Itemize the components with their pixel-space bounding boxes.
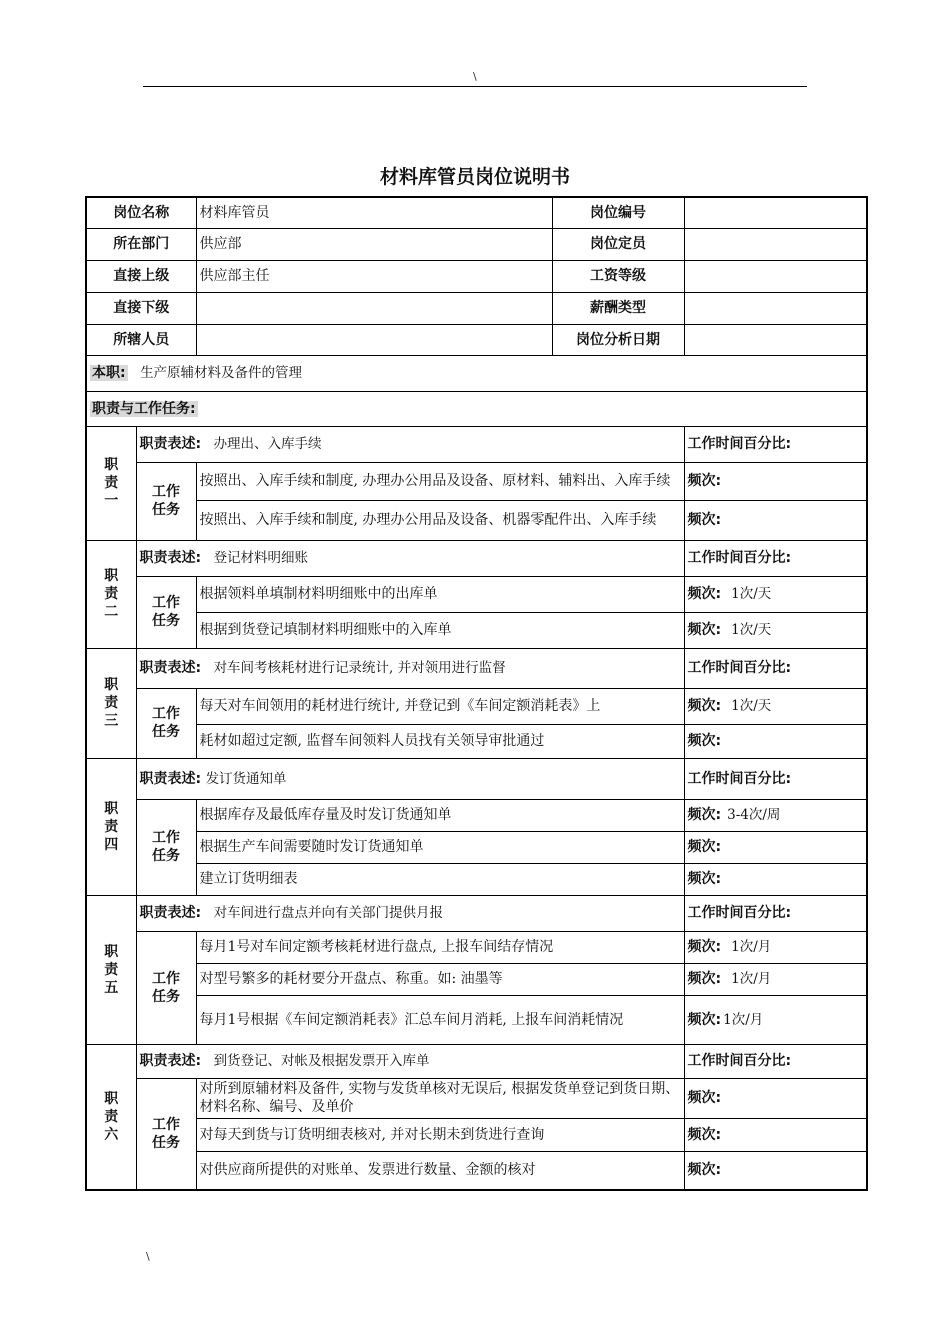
task-text: 每月1号对车间定额考核耗材进行盘点, 上报车间结存情况 [196, 931, 684, 963]
task-text: 按照出、入库手续和制度, 办理办公用品及设备、原材料、辅料出、入库手续 [196, 462, 684, 500]
task-row [86, 799, 867, 831]
info-row [86, 292, 867, 324]
info-row [86, 324, 867, 355]
freq-cell: 频次: [684, 500, 867, 540]
freq-cell: 频次: 3-4次/周 [684, 799, 867, 831]
task-text: 建立订货明细表 [196, 863, 684, 895]
statement-label: 职责表述: [139, 436, 202, 452]
work-task-label: 工作 任务 [136, 688, 196, 758]
info-label: 岗位编号 [552, 197, 684, 228]
duties-header-cell [86, 391, 867, 426]
task-row [86, 462, 867, 500]
task-text: 对供应商所提供的对账单、发票进行数量、金额的核对 [196, 1151, 684, 1190]
info-label: 薪酬类型 [552, 292, 684, 324]
header-rule [143, 86, 807, 87]
task-text: 按照出、入库手续和制度, 办理办公用品及设备、机器零配件出、入库手续 [196, 500, 684, 540]
document-title: 材料库管员岗位说明书 [379, 166, 570, 188]
main-duty-text: 生产原辅材料及备件的管理 [140, 365, 303, 381]
duty-name: 职 责 四 [86, 758, 136, 895]
freq-cell: 频次: 1次/月 [684, 995, 867, 1044]
main-duty-label: 本职: [92, 365, 126, 381]
task-row [86, 863, 867, 895]
task-text: 对型号繁多的耗材要分开盘点、称重。如: 油墨等 [196, 963, 684, 995]
task-text: 根据到货登记填制材料明细账中的入库单 [196, 612, 684, 648]
task-row [86, 500, 867, 540]
info-value: 供应部主任 [196, 260, 552, 292]
task-text: 每月1号根据《车间定额消耗表》汇总车间月消耗, 上报车间消耗情况 [196, 995, 684, 1044]
statement-text: 对车间进行盘点并向有关部门提供月报 [213, 905, 444, 921]
freq-cell: 频次: [684, 724, 867, 758]
task-text: 每天对车间领用的耗材进行统计, 并登记到《车间定额消耗表》上 [196, 688, 684, 724]
freq-cell: 频次: [684, 1078, 867, 1118]
freq-cell: 频次: [684, 1118, 867, 1151]
duty-statement [136, 426, 684, 462]
info-row [86, 197, 867, 228]
info-value: 供应部 [196, 228, 552, 260]
info-value [684, 292, 867, 324]
freq-cell: 频次: [684, 863, 867, 895]
info-label: 岗位分析日期 [552, 324, 684, 355]
task-row [86, 724, 867, 758]
freq-cell: 频次: 1次/天 [684, 612, 867, 648]
info-label: 所在部门 [86, 228, 196, 260]
statement-label: 职责表述: [139, 660, 202, 676]
info-value: 材料库管员 [196, 197, 552, 228]
task-text: 根据库存及最低库存量及时发订货通知单 [196, 799, 684, 831]
task-row [86, 995, 867, 1044]
freq-cell: 频次: [684, 462, 867, 500]
task-row [86, 612, 867, 648]
time-pct-label: 工作时间百分比: [684, 426, 867, 462]
freq-cell: 频次: 1次/月 [684, 931, 867, 963]
duty-statement [136, 648, 684, 688]
statement-text: 办理出、入库手续 [213, 436, 322, 452]
task-row [86, 688, 867, 724]
task-text: 根据生产车间需要随时发订货通知单 [196, 831, 684, 863]
statement-label: 职责表述: [139, 770, 202, 787]
statement-text: 发订货通知单 [205, 770, 287, 787]
info-value [684, 228, 867, 260]
time-pct-label: 工作时间百分比: [684, 648, 867, 688]
statement-text: 登记材料明细账 [213, 550, 309, 566]
task-row [86, 576, 867, 612]
duty-statement-row [86, 426, 867, 462]
info-label: 所辖人员 [86, 324, 196, 355]
work-task-label: 工作 任务 [136, 931, 196, 1044]
duty-name: 职 责 五 [86, 895, 136, 1044]
info-row [86, 260, 867, 292]
duty-statement-row [86, 1044, 867, 1078]
freq-cell: 频次: [684, 1151, 867, 1190]
task-row [86, 1078, 867, 1118]
info-label: 工资等级 [552, 260, 684, 292]
info-value [684, 260, 867, 292]
info-value [684, 197, 867, 228]
task-row [86, 1118, 867, 1151]
duty-statement-row [86, 540, 867, 576]
info-value [196, 324, 552, 355]
page-mark-bottom: \ [146, 1250, 150, 1263]
task-text: 对所到原辅材料及备件, 实物与发货单核对无误后, 根据发货单登记到货日期、材料名称、编号、及单价 [196, 1078, 684, 1118]
duty-statement-row [86, 758, 867, 799]
task-row [86, 1151, 867, 1190]
work-task-label: 工作 任务 [136, 462, 196, 540]
duties-header: 职责与工作任务: [92, 400, 196, 417]
time-pct-label: 工作时间百分比: [684, 758, 867, 799]
info-label: 岗位定员 [552, 228, 684, 260]
task-text: 对每天到货与订货明细表核对, 并对长期未到货进行查询 [196, 1118, 684, 1151]
duty-statement [136, 758, 684, 799]
page-mark-top: \ [473, 70, 477, 83]
task-row [86, 931, 867, 963]
statement-text: 到货登记、对帐及根据发票开入库单 [213, 1053, 430, 1069]
time-pct-label: 工作时间百分比: [684, 540, 867, 576]
info-row [86, 228, 867, 260]
main-duty-row [86, 355, 867, 391]
statement-label: 职责表述: [139, 905, 202, 921]
statement-label: 职责表述: [139, 1053, 202, 1069]
duty-statement [136, 1044, 684, 1078]
work-task-label: 工作 任务 [136, 1078, 196, 1190]
duties-header-row [86, 391, 867, 426]
info-label: 直接下级 [86, 292, 196, 324]
duty-statement [136, 540, 684, 576]
info-label: 岗位名称 [86, 197, 196, 228]
freq-cell: 频次: 1次/月 [684, 963, 867, 995]
task-row [86, 963, 867, 995]
task-text: 耗材如超过定额, 监督车间领料人员找有关领导审批通过 [196, 724, 684, 758]
info-value [684, 324, 867, 355]
duty-name: 职 责 一 [86, 426, 136, 540]
task-row [86, 831, 867, 863]
work-task-label: 工作 任务 [136, 576, 196, 648]
info-value [196, 292, 552, 324]
freq-cell: 频次: 1次/天 [684, 576, 867, 612]
freq-cell: 频次: [684, 831, 867, 863]
time-pct-label: 工作时间百分比: [684, 1044, 867, 1078]
duty-name: 职 责 三 [86, 648, 136, 758]
info-label: 直接上级 [86, 260, 196, 292]
duty-statement [136, 895, 684, 931]
time-pct-label: 工作时间百分比: [684, 895, 867, 931]
duty-name: 职 责 六 [86, 1044, 136, 1190]
main-duty-cell [86, 355, 867, 391]
duty-statement-row [86, 895, 867, 931]
statement-label: 职责表述: [139, 550, 202, 566]
duty-statement-row [86, 648, 867, 688]
statement-text: 对车间考核耗材进行记录统计, 并对领用进行监督 [213, 660, 506, 676]
task-text: 根据领料单填制材料明细账中的出库单 [196, 576, 684, 612]
job-description-table [85, 196, 868, 1191]
work-task-label: 工作 任务 [136, 799, 196, 895]
freq-cell: 频次: 1次/天 [684, 688, 867, 724]
duty-name: 职 责 二 [86, 540, 136, 648]
